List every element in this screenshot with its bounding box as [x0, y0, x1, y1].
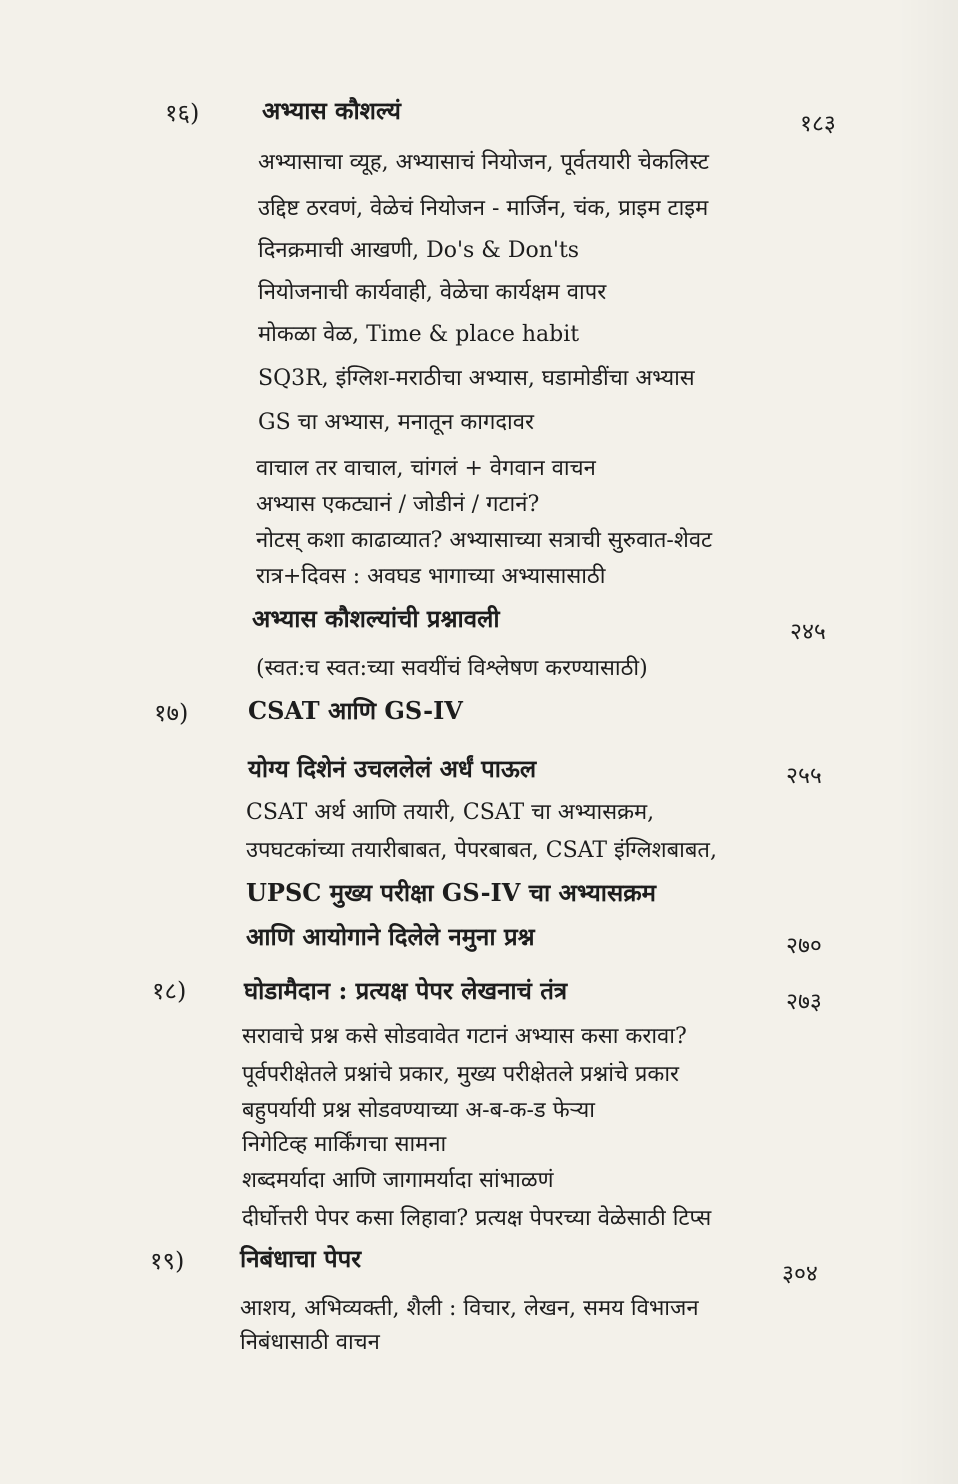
topic-line: आशय, अभिव्यक्ती, शैली : विचार, लेखन, समय विभाजन: [240, 1296, 699, 1321]
page-number: २४५: [790, 619, 826, 645]
section-title: अभ्यास कौशल्यं: [262, 96, 401, 125]
topic-line: अभ्यास एकट्यानं / जोडीनं / गटानं?: [256, 492, 540, 517]
topic-line: सरावाचे प्रश्न कसे सोडवावेत गटानं अभ्यास कसा करावा?: [242, 1024, 687, 1049]
sub-note: (स्वत:च स्वत:च्या सवयींचं विश्लेषण करण्यासाठी): [256, 656, 648, 681]
topic-line: निबंधासाठी वाचन: [240, 1330, 380, 1355]
topic-line: वाचाल तर वाचाल, चांगलं + वेगवान वाचन: [256, 456, 596, 481]
topic-line: मोकळा वेळ, Time & place habit: [258, 322, 580, 347]
topic-line: शब्दमर्यादा आणि जागामर्यादा सांभाळणं: [242, 1168, 554, 1193]
topic-line: CSAT अर्थ आणि तयारी, CSAT चा अभ्यासक्रम,: [246, 800, 655, 825]
page-number: २५५: [786, 763, 822, 789]
topic-line: उद्दिष्ट ठरवणं, वेळेचं नियोजन - मार्जिन, चंक, प्राइम टाइम: [258, 196, 709, 221]
section-title: निबंधाचा पेपर: [240, 1244, 362, 1273]
topic-line: अभ्यासाचा व्यूह, अभ्यासाचं नियोजन, पूर्वतयारी चेकलिस्ट: [258, 150, 709, 175]
page-edge-shadow: [898, 0, 958, 1484]
topic-line: बहुपर्यायी प्रश्न सोडवण्याच्या अ-ब-क-ड फेऱ्या: [242, 1098, 595, 1123]
section-number: १८): [152, 977, 187, 1005]
section-number: १६): [165, 99, 200, 127]
page-number: १८३: [800, 111, 836, 137]
sub-heading: योग्य दिशेनं उचललेलं अर्धं पाऊल: [248, 754, 537, 783]
sub-heading: UPSC मुख्य परीक्षा GS-IV चा अभ्यासक्रम: [246, 878, 657, 907]
topic-line: दिनक्रमाची आखणी, Do's & Don'ts: [258, 238, 580, 263]
section-number: १७): [154, 699, 189, 727]
topic-line: नियोजनाची कार्यवाही, वेळेचा कार्यक्षम वापर: [258, 280, 607, 305]
topic-line: SQ3R, इंग्लिश-मराठीचा अभ्यास, घडामोडींचा अभ्यास: [258, 366, 695, 391]
topic-line: दीर्घोत्तरी पेपर कसा लिहावा? प्रत्यक्ष पेपरच्या वेळेसाठी टिप्स: [242, 1206, 712, 1231]
section-title: घोडामैदान : प्रत्यक्ष पेपर लेखनाचं तंत्र: [244, 976, 568, 1005]
page-number: २७०: [786, 933, 822, 959]
topic-line: उपघटकांच्या तयारीबाबत, पेपरबाबत, CSAT इंग्लिशबाबत,: [246, 838, 717, 863]
section-title: CSAT आणि GS-IV: [248, 696, 463, 725]
topic-line: GS चा अभ्यास, मनातून कागदावर: [258, 410, 534, 435]
sub-heading: अभ्यास कौशल्यांची प्रश्नावली: [252, 604, 500, 633]
topic-line: रात्र+दिवस : अवघड भागाच्या अभ्यासासाठी: [256, 564, 606, 589]
topic-line: निगेटिव्ह मार्किंगचा सामना: [242, 1132, 447, 1157]
topic-line: नोटस् कशा काढाव्यात? अभ्यासाच्या सत्राची सुरुवात-शेवट: [256, 528, 713, 553]
sub-heading: आणि आयोगाने दिलेले नमुना प्रश्न: [246, 922, 535, 951]
topic-line: पूर्वपरीक्षेतले प्रश्नांचे प्रकार, मुख्य परीक्षेतले प्रश्नांचे प्रकार: [242, 1062, 680, 1087]
section-number: १९): [150, 1247, 185, 1275]
page-number: ३०४: [782, 1261, 818, 1287]
page-number: २७३: [786, 989, 822, 1015]
